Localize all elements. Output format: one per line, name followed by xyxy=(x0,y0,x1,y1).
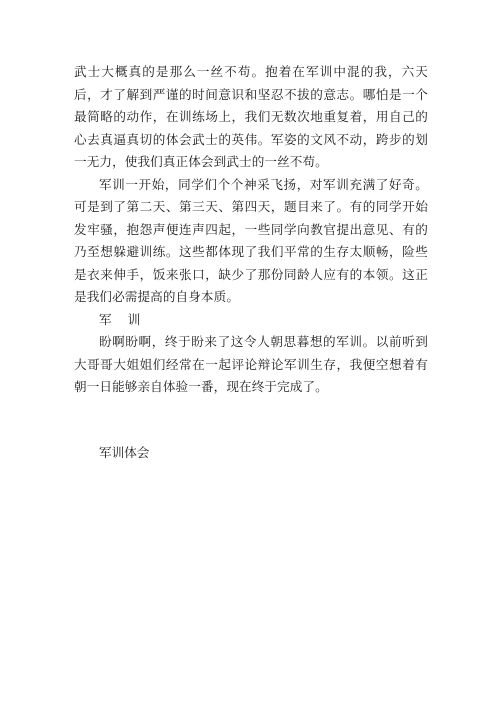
section-heading: 军 训 xyxy=(99,311,147,327)
spacer xyxy=(74,399,428,442)
document-body xyxy=(74,61,428,464)
footer-heading: 军训体会 xyxy=(99,444,150,460)
paragraph-anticipation: 盼啊盼啊，终于盼来了这令人朝思暮想的军训。以前听到大哥哥大姐姐们经常在一起评论辩论军训生存，我便空想着有朝一日能够亲自体验一番，现在终于完成了。 xyxy=(74,334,428,394)
paragraph-intro: 武士大概真的是那么一丝不苟。抱着在军训中混的我，六天后，才了解到严谨的时间意识和坚忍不拔的意志。哪怕是一个最简略的动作，在训练场上，我们无数次地重复着，用自己的心去真逼真切的体会武士的英伟。军姿的文风不动，跨步的划一无力，使我们真正体会到武士的一丝不苟。 xyxy=(74,64,428,169)
paragraph-complaints: 军训一开始，同学们个个神采飞扬，对军训充满了好奇。可是到了第二天、第三天、第四天，题目来了。有的同学开始发牢骚，抱怨声便连声四起，一些同学向教官提出意见、有的乃至想躲避训练。这些都体现了我们平常的生存太顺畅，险些是衣来伸手，饭来张口，缺少了那份同龄人应有的本领。这正是我们必需提高的自身本质。 xyxy=(74,176,428,304)
